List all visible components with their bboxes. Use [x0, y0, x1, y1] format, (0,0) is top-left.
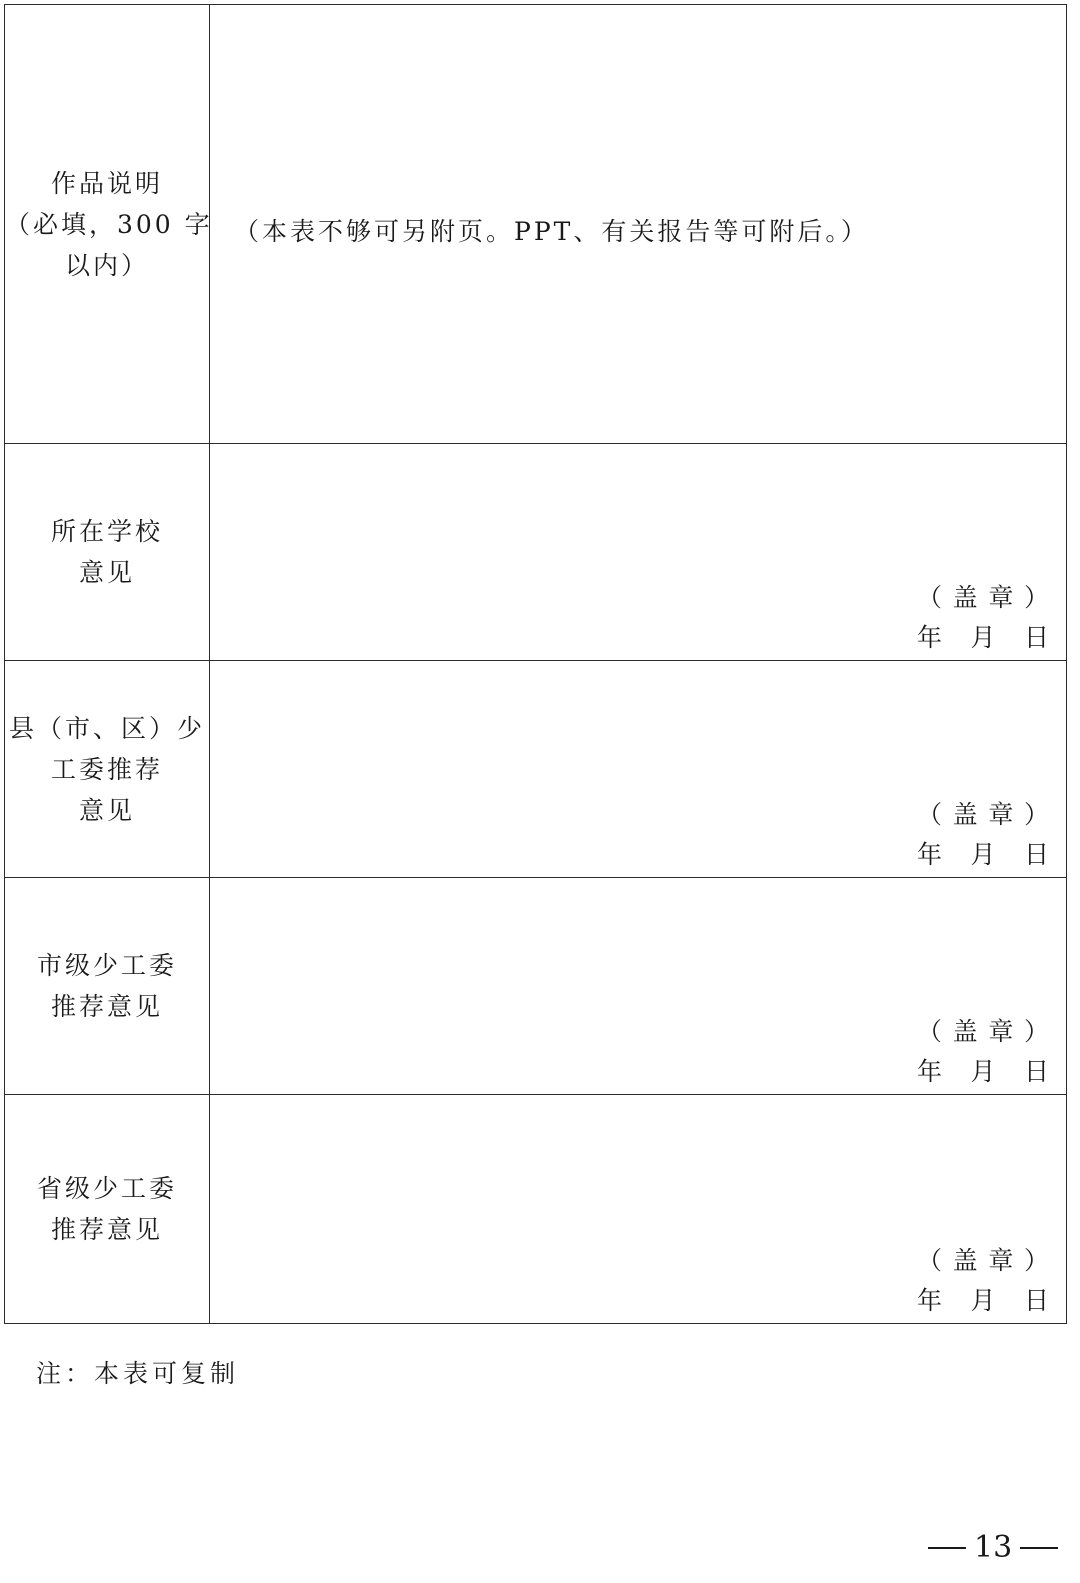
date-line	[917, 1052, 1052, 1092]
day-label: 日	[1023, 840, 1052, 869]
date-line	[917, 618, 1052, 658]
table-row-city-opinion	[5, 878, 1067, 1095]
label-line: 推荐意见	[50, 992, 163, 1021]
seal-close-paren: ）	[1023, 583, 1052, 612]
label-line: 所在学校	[50, 517, 163, 546]
label-line: 工委推荐	[50, 754, 163, 784]
seal-date-block	[917, 1241, 1052, 1321]
table-row-county-opinion	[5, 661, 1067, 878]
label-cell-school-opinion	[5, 444, 210, 661]
seal-open-paren: （	[917, 800, 946, 829]
seal-close-paren: ）	[1023, 1246, 1052, 1275]
seal-char-2: 章	[988, 583, 1017, 612]
label-cell-work-description	[5, 5, 213, 444]
recommendation-form-table	[4, 4, 1067, 1324]
seal-date-block	[917, 1012, 1052, 1092]
label-line: 意见	[78, 558, 135, 587]
seal-char-1: 盖	[952, 800, 981, 829]
label-line: 省级少工委	[36, 1174, 177, 1203]
day-label: 日	[1023, 1286, 1052, 1315]
label-cell-city-opinion	[5, 878, 210, 1095]
year-label: 年	[917, 1057, 946, 1086]
city-opinion-field[interactable]	[210, 878, 1067, 1095]
label-line: （必填，300 字	[5, 209, 213, 239]
year-label: 年	[917, 1286, 946, 1315]
page-number-value: 13	[974, 1530, 1013, 1565]
seal-char-1: 盖	[952, 1017, 981, 1046]
table-row-province-opinion	[5, 1095, 1067, 1324]
label-line: 以内）	[64, 250, 149, 280]
seal-char-1: 盖	[952, 1246, 981, 1275]
seal-line	[917, 1012, 1052, 1052]
work-description-hint: （本表不够可另附页。PPT、有关报告等可附后。）	[234, 217, 869, 246]
label-line: 作品说明	[50, 168, 163, 198]
school-opinion-field[interactable]	[210, 444, 1067, 661]
page-number-dash-right	[1020, 1547, 1058, 1549]
label-cell-county-opinion	[5, 661, 210, 878]
page-number-dash-left	[928, 1547, 966, 1549]
page-number	[928, 1530, 1058, 1565]
label-line: 意见	[78, 795, 135, 825]
label-cell-province-opinion	[5, 1095, 210, 1324]
date-line	[917, 1281, 1052, 1321]
label-line: 市级少工委	[36, 951, 177, 980]
seal-char-1: 盖	[952, 583, 981, 612]
month-label: 月	[970, 623, 999, 652]
date-line	[917, 835, 1052, 875]
work-description-field[interactable]	[210, 5, 1067, 444]
seal-open-paren: （	[917, 1246, 946, 1275]
seal-line	[917, 1241, 1052, 1281]
day-label: 日	[1023, 623, 1052, 652]
seal-char-2: 章	[988, 800, 1017, 829]
seal-line	[917, 795, 1052, 835]
day-label: 日	[1023, 1057, 1052, 1086]
label-line: 县（市、区）少	[8, 713, 205, 743]
seal-close-paren: ）	[1023, 800, 1052, 829]
seal-char-2: 章	[988, 1246, 1017, 1275]
seal-close-paren: ）	[1023, 1017, 1052, 1046]
seal-date-block	[917, 795, 1052, 875]
year-label: 年	[917, 840, 946, 869]
seal-open-paren: （	[917, 1017, 946, 1046]
seal-char-2: 章	[988, 1017, 1017, 1046]
year-label: 年	[917, 623, 946, 652]
footnote: 注：本表可复制	[36, 1359, 240, 1388]
label-line: 推荐意见	[50, 1215, 163, 1244]
province-opinion-field[interactable]	[210, 1095, 1067, 1324]
seal-open-paren: （	[917, 583, 946, 612]
month-label: 月	[970, 840, 999, 869]
table-row-work-description	[5, 5, 1067, 444]
seal-date-block	[917, 578, 1052, 658]
seal-line	[917, 578, 1052, 618]
table-row-school-opinion	[5, 444, 1067, 661]
month-label: 月	[970, 1286, 999, 1315]
month-label: 月	[970, 1057, 999, 1086]
county-opinion-field[interactable]	[210, 661, 1067, 878]
